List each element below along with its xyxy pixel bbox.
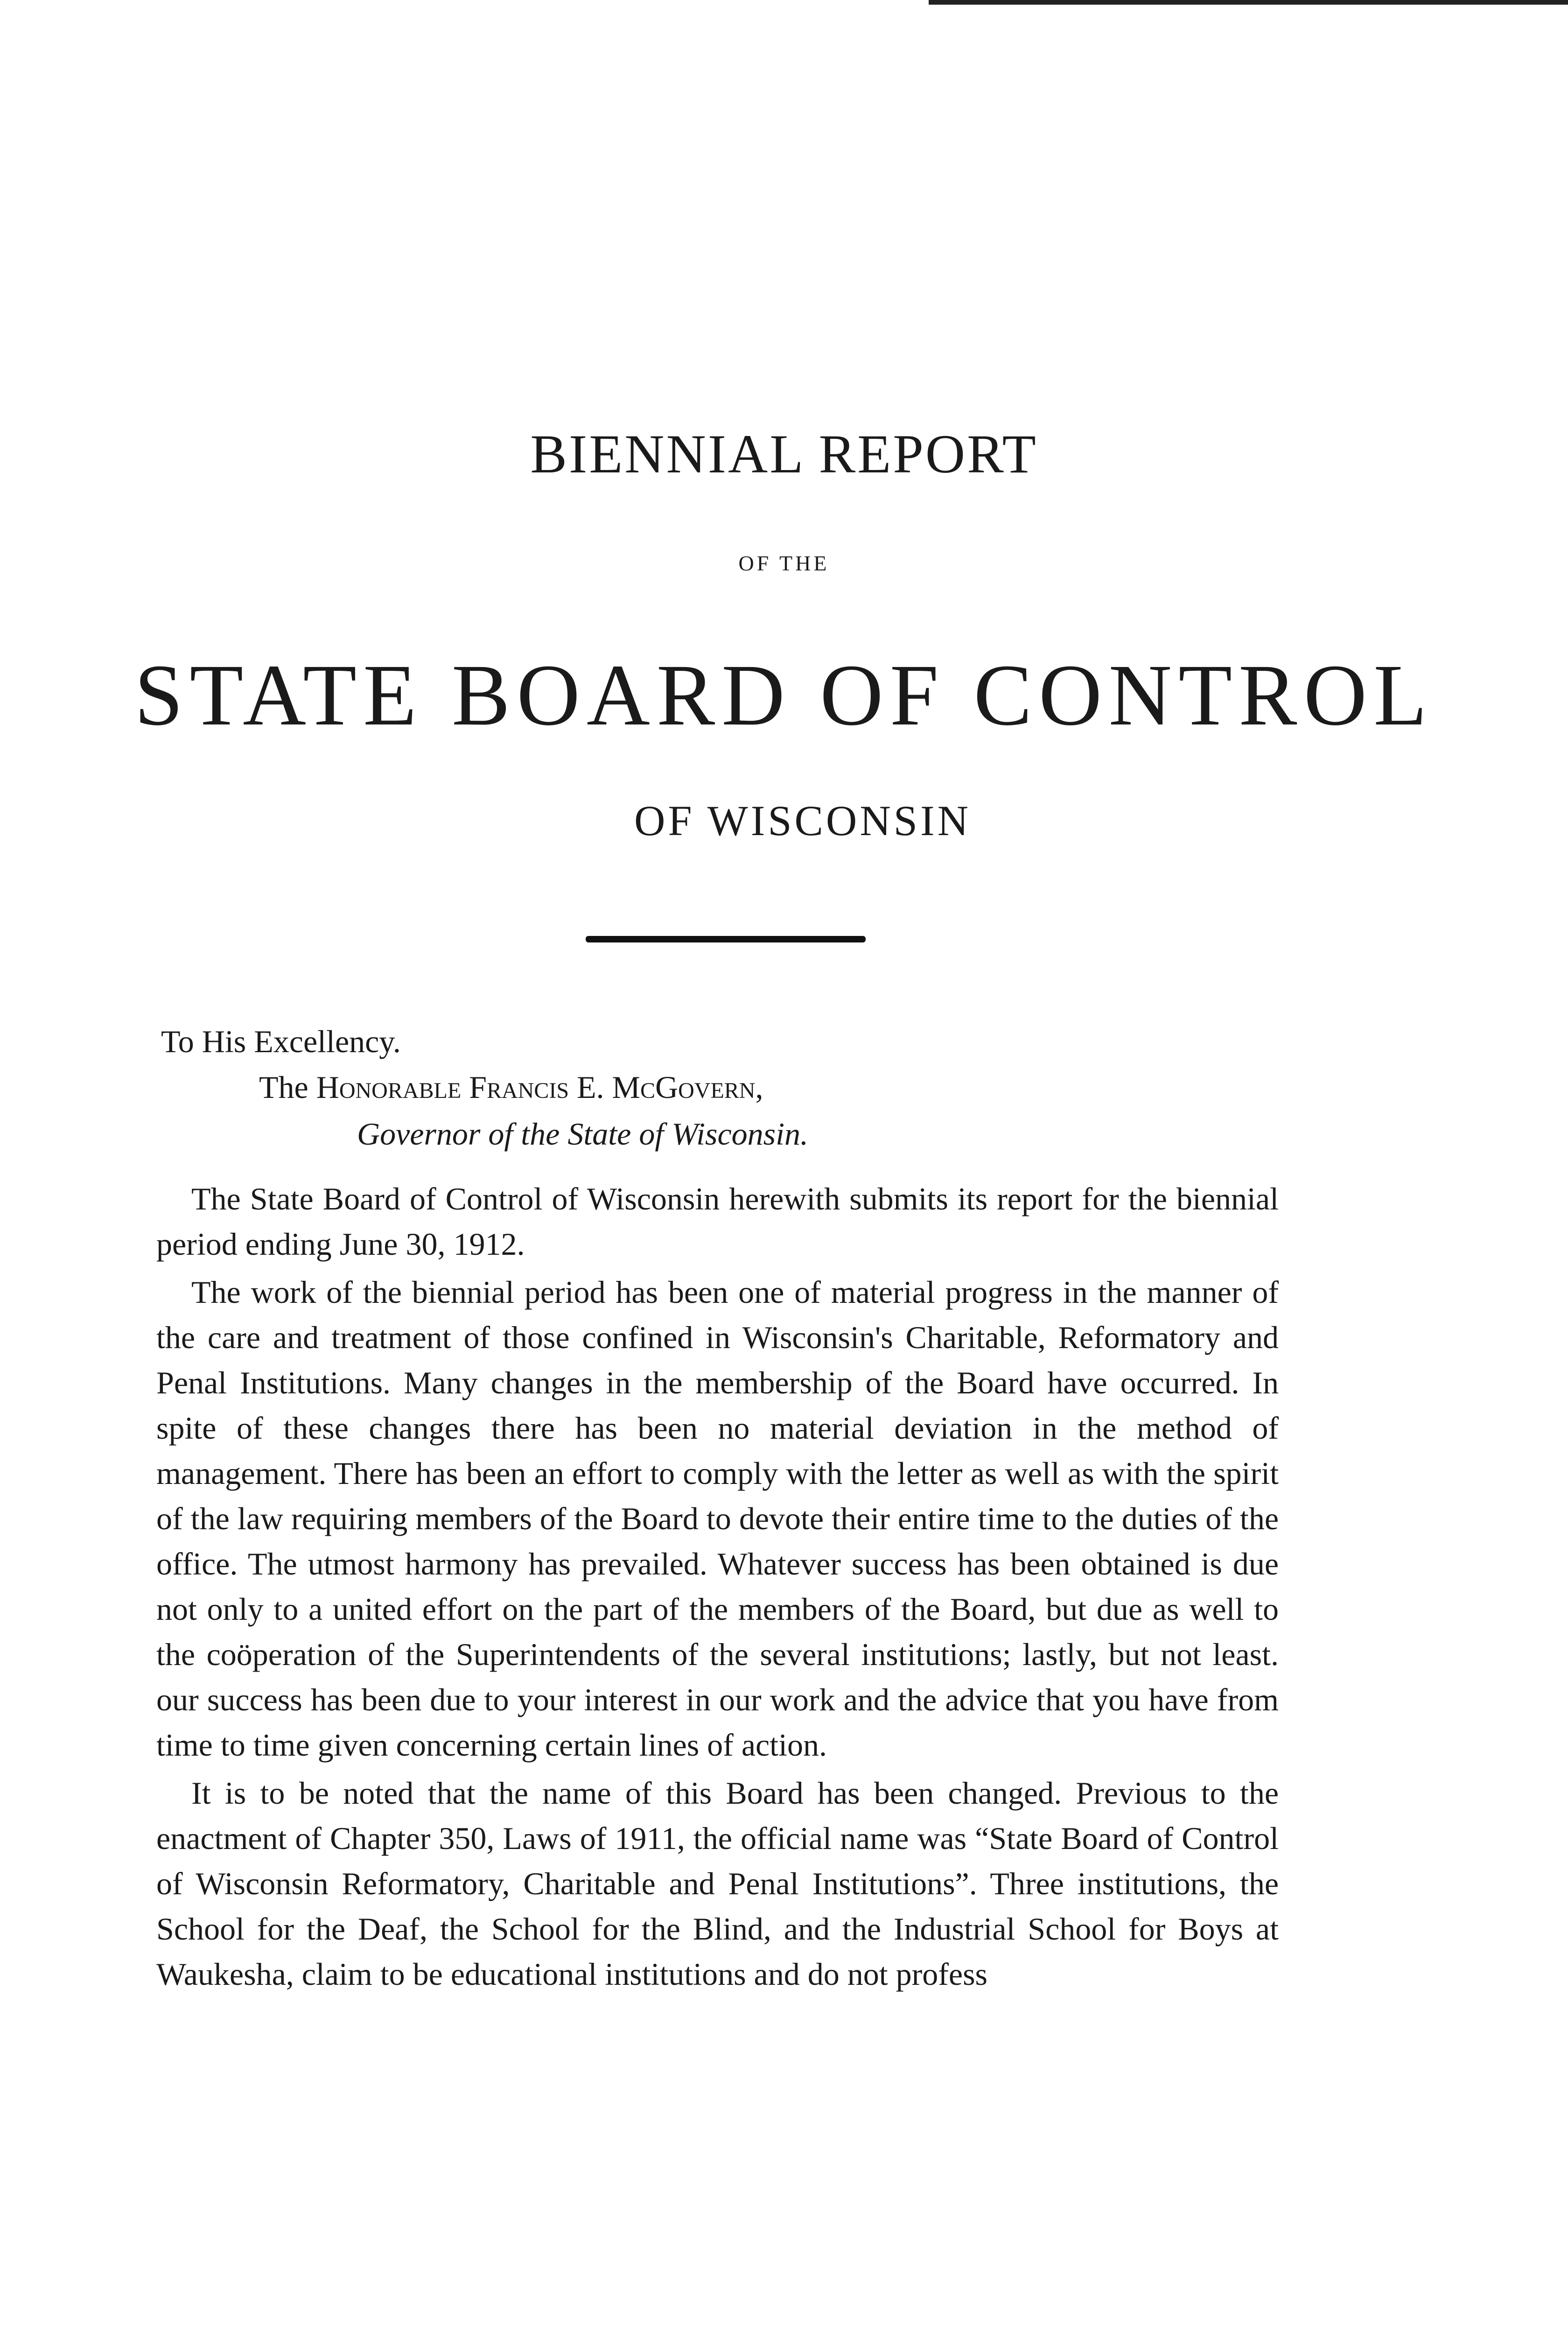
top-border-line (929, 0, 1568, 5)
governor-name: Honorable Francis E. McGovern, (316, 1069, 763, 1105)
salutation-line-1: To His Excellency. (161, 1024, 401, 1059)
title-divider (586, 936, 866, 942)
paragraph-1: The State Board of Control of Wisconsin herewith submits its report for the biennial period ending June 30, 1912. (156, 1181, 1279, 1262)
report-title: BIENNIAL REPORT (530, 423, 1038, 485)
paragraph-2: The work of the biennial period has been one of material progress in the manner of the care and treatment of those confined in Wisconsin's Charitable, Reformatory and Penal Institutions. Many changes in the membership of the Board have occurred. In spite of these changes there has been no material deviation in the method of management. There has been an effort to comply with the letter as well as with the spirit of the law requiring members of the Board to devote their entire time to the duties of the office. The utmost harmony has prevailed. Whatever success has been obtained is due not only to a united effort on the part of the members of the Board, but due as well to the coöperation of the Superintendents of the several institutions; lastly, but not least. our success has been due to your interest in our work and the advice that you have from time to time given concerning certain lines of action. (156, 1274, 1279, 1763)
report-title-connector: OF THE (738, 551, 830, 575)
salutation-line-3: Governor of the State of Wisconsin. (357, 1116, 809, 1152)
paragraph-3: It is to be noted that the name of this Board has been changed. Previous to the enactment of Chapter 350, Laws of 1911, the official name was “State Board of Control of Wisconsin Reformatory, Charitable and Penal Institutions”. Three institutions, the School for the Deaf, the School for the Blind, and the Industrial School for Boys at Waukesha, claim to be educational institutions and do not profess (156, 1775, 1279, 1992)
salutation-prefix: The (259, 1069, 308, 1105)
board-title: STATE BOARD OF CONTROL (134, 646, 1434, 744)
state-title: OF WISCONSIN (634, 797, 972, 844)
report-body (156, 1176, 1279, 1997)
salutation-line-2 (259, 1069, 763, 1106)
